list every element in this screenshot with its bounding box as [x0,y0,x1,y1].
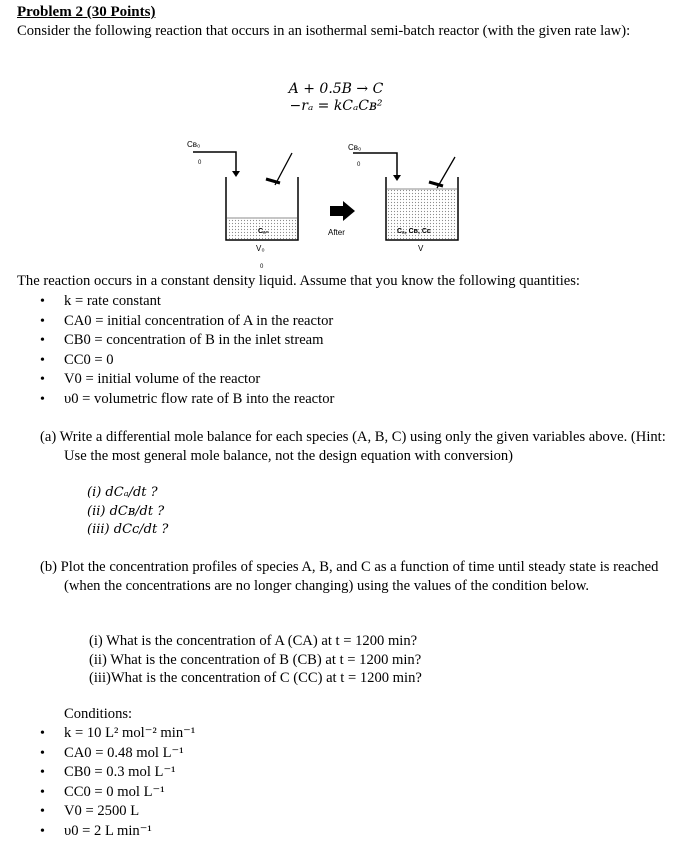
rate-law-equation: −rₐ = kCₐCʙ² [289,98,383,114]
part-b-item: (ii) What is the concentration of B (CB) at t = 1200 min? [89,651,422,668]
list-item: • CA0 = 0.48 mol L⁻¹ [40,744,195,764]
right-feed-label: Cʙ₀ [348,143,362,152]
part-b-item: (i) What is the concentration of A (CA) at t = 1200 min? [89,633,418,649]
part-a-item: (iii) dCᴄ/dt ? [87,522,169,537]
quantities-list [40,292,334,410]
left-volume-label: V₀ [256,244,265,253]
list-item: • υ0 = 2 L min⁻¹ [40,822,195,842]
list-item: • CA0 = initial concentration of A in the reactor [40,312,334,332]
list-item: • V0 = 2500 L [40,802,195,822]
list-item: • CC0 = 0 mol L⁻¹ [40,783,195,803]
conditions-heading: Conditions: [64,706,133,722]
conditions-list [40,724,195,842]
list-item: • k = rate constant [40,292,334,312]
left-volume-sub: 0 [260,264,264,270]
left-tank-label: Cₐ₀ [258,228,269,235]
part-b-items [89,632,422,688]
list-item: • CB0 = 0.3 mol L⁻¹ [40,763,195,783]
right-feed-value: 0 [357,162,361,168]
part-b-text: (b) Plot the concentration profiles of species A, B, and C as a function of time until steady state is reached (when the concentrations are no longer changing) using the values of the condition below. [40,559,659,594]
reactor-diagram [150,135,530,275]
left-feed-value: 0 [198,160,202,166]
list-item: • CC0 = 0 [40,351,334,371]
right-volume-label: V [418,244,424,253]
right-tank-label: Cₐ, Cʙ, Cᴄ [397,228,431,235]
left-stirrer-shaft [275,153,292,185]
left-feed-arrowhead [232,171,240,177]
left-feed-label: Cʙ₀ [187,140,201,149]
part-a-text: (a) Write a differential mole balance for each species (A, B, C) using only the given variables above. (Hint: Use the most general mole balance, not the design equation with conversion) [40,429,666,464]
list-item: • k = 10 L² mol⁻² min⁻¹ [40,724,195,744]
after-label: After [328,228,345,237]
part-a-item: (i) dCₐ/dt ? [87,485,158,500]
right-stirrer-blade [429,182,443,186]
list-item: • V0 = initial volume of the reactor [40,370,334,390]
right-stirrer-shaft [437,157,455,188]
part-a-item: (ii) dCʙ/dt ? [87,503,165,519]
intro-text: Consider the following reaction that occurs in an isothermal semi-batch reactor (with the given rate law): [17,23,631,39]
part-a-items [87,484,168,540]
assume-text: The reaction occurs in a constant density liquid. Assume that you know the following quantities: [17,273,580,289]
right-feed-arrowhead [393,175,401,181]
reaction-equation: A + 0.5B → C [288,81,384,97]
part-b-item: (iii)What is the concentration of C (CC) at t = 1200 min? [89,670,422,686]
after-arrow-icon [330,201,355,221]
list-item: • CB0 = concentration of B in the inlet stream [40,331,334,351]
problem-title: Problem 2 (30 Points) [17,4,156,20]
list-item: • υ0 = volumetric flow rate of B into the reactor [40,390,334,410]
